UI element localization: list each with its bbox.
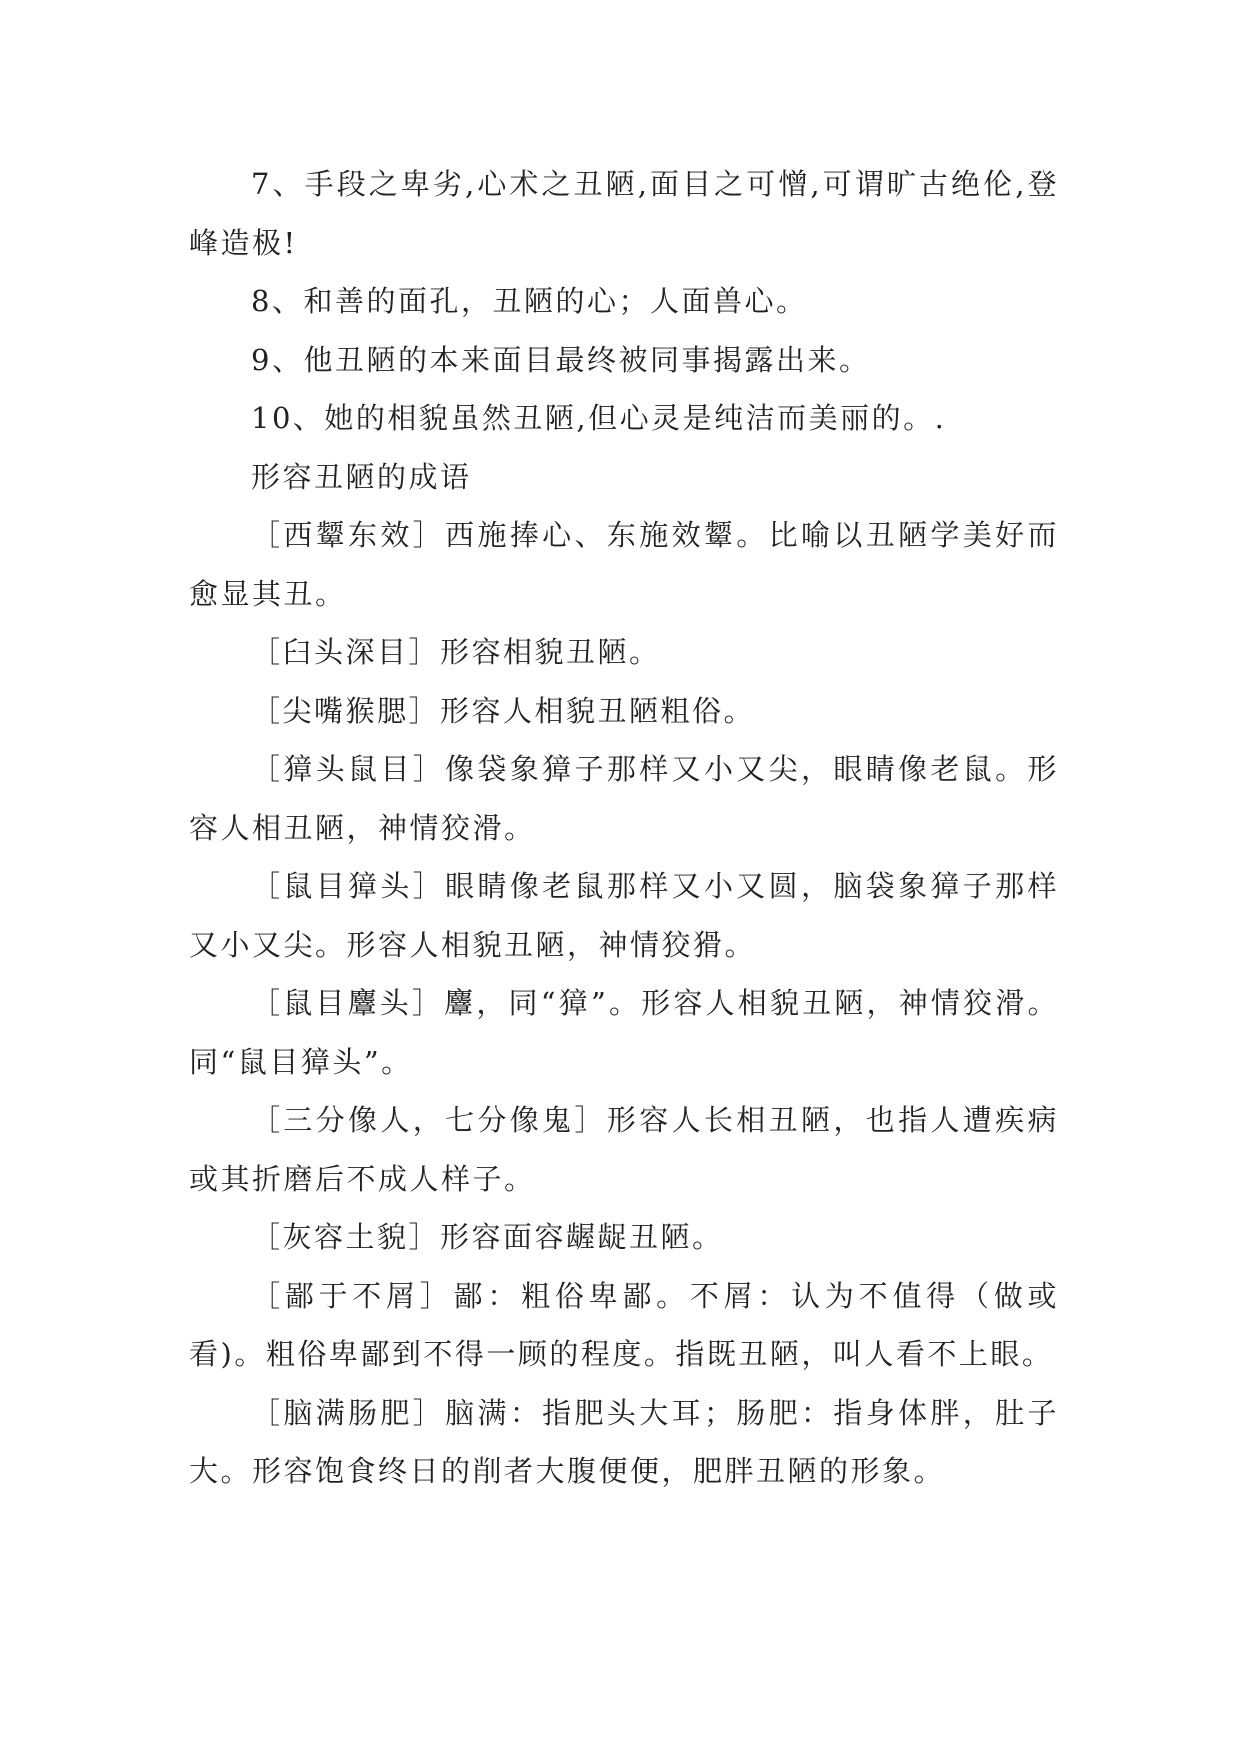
idiom-entry: ［灰容土貌］形容面容龌龊丑陋。: [251, 1220, 724, 1254]
idiom-entry: ［臼头深目］形容相貌丑陋。: [251, 635, 661, 669]
list-item-9: 9、他丑陋的本来面目最终被同事揭露出来。: [251, 342, 871, 377]
list-item-8: 8、和善的面孔，丑陋的心；人面兽心。: [251, 284, 808, 318]
idiom-entry: ［西颦东效］西施捧心、东施效颦。比喻以丑陋学美好而愈显其丑。: [189, 518, 1059, 611]
list-item-7: 7、手段之卑劣,心术之丑陋,面目之可憎,可谓旷古绝伦,登峰造极!: [189, 167, 1059, 260]
idiom-entry: ［獐头鼠目］像袋象獐子那样又小又尖，眼睛像老鼠。形容人相丑陋，神情狡滑。: [189, 752, 1059, 845]
idiom-entry: ［脑满肠肥］脑满：指肥头大耳；肠肥：指身体胖，肚子大。形容饱食终日的削者大腹便便，肥胖丑陋的形象。: [189, 1395, 1059, 1488]
idiom-entry: ［三分像人，七分像鬼］形容人长相丑陋，也指人遭疾病或其折磨后不成人样子。: [189, 1103, 1059, 1196]
idiom-entry: ［鄙于不屑］鄙：粗俗卑鄙。不屑：认为不值得（做或看)。粗俗卑鄙到不得一顾的程度。指既丑陋，叫人看不上眼。: [189, 1278, 1059, 1371]
document-body: [189, 155, 1059, 1501]
idiom-entry: ［鼠目獐头］眼睛像老鼠那样又小又圆，脑袋象獐子那样又小又尖。形容人相貌丑陋，神情狡猾。: [189, 869, 1059, 962]
section-heading: 形容丑陋的成语: [251, 459, 472, 494]
list-item-10: 10、她的相貌虽然丑陋,但心灵是纯洁而美丽的。.: [251, 401, 947, 435]
idiom-entry: ［尖嘴猴腮］形容人相貌丑陋粗俗。: [251, 693, 756, 728]
idiom-entry: ［鼠目麞头］麞，同“獐”。形容人相貌丑陋，神情狡滑。同“鼠目獐头”。: [189, 986, 1059, 1079]
